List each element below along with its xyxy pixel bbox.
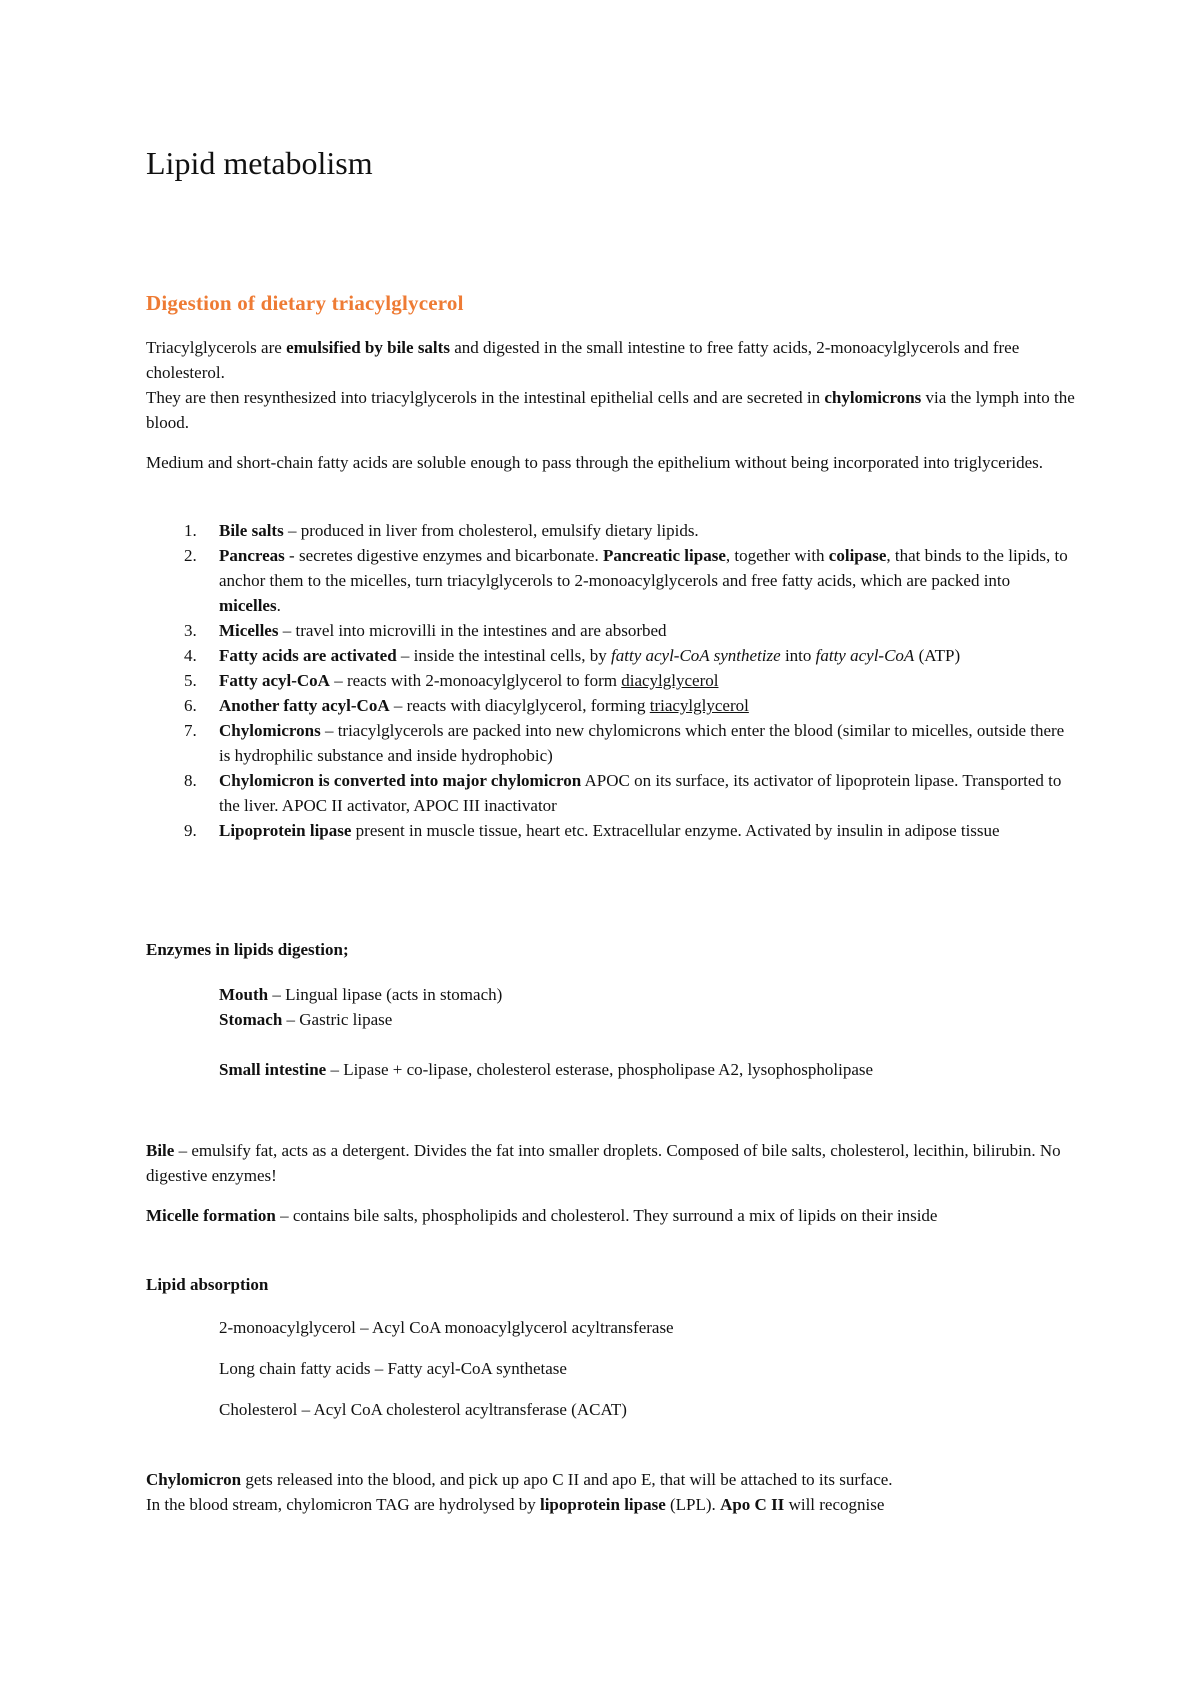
chylomicron-paragraph: Chylomicron gets released into the blood, and pick up apo C II and apo E, that will be attached to its surface. In the blood stream, chylomicron TAG are hydrolysed by lipoprotein lipase (LPL). Apo C II will recognise — [146, 1470, 893, 1514]
list-item-text: Fatty acids are activated – inside the intestinal cells, by fatty acyl-CoA synthetize into fatty acyl-CoA (ATP) — [219, 646, 961, 665]
micelle-paragraph: Micelle formation – contains bile salts, phospholipids and cholesterol. They surround a mix of lipids on their inside — [146, 1206, 938, 1225]
absorption-item: Cholesterol – Acyl CoA cholesterol acyltransferase (ACAT) — [219, 1400, 627, 1419]
text-run: Micelle formation — [146, 1206, 276, 1225]
list-item-text: Micelles – travel into microvilli in the intestines and are absorbed — [219, 621, 667, 640]
text-run: Pancreas — [219, 546, 285, 565]
text-run: Apo C II — [720, 1495, 785, 1514]
text-run: Chylomicron — [146, 1470, 242, 1489]
page-title: Lipid metabolism — [146, 145, 373, 181]
list-item — [146, 618, 1076, 643]
text-run: chylomicrons — [824, 388, 922, 407]
list-item-text: Another fatty acyl-CoA – reacts with diacylglycerol, forming triacylglycerol — [219, 696, 749, 715]
text-run: Bile salts — [219, 521, 284, 540]
list-item-text: Chylomicron is converted into major chylomicron APOC on its surface, its activator of lipoprotein lipase. Transported to the liver. APOC II activator, APOC III inactivator — [219, 771, 1062, 815]
bile-paragraph: Bile – emulsify fat, acts as a detergent. Divides the fat into smaller droplets. Composed of bile salts, cholesterol, lecithin, bilirubin. No digestive enzymes! — [146, 1141, 1061, 1185]
text-run: Fatty acids are activated — [219, 646, 397, 665]
list-item-text: Fatty acyl-CoA – reacts with 2-monoacylglycerol to form diacylglycerol — [219, 671, 719, 690]
text-run: colipase — [828, 546, 887, 565]
text-run: fatty acyl-CoA synthetize — [611, 646, 781, 665]
list-item-text: Chylomicrons – triacylglycerols are packed into new chylomicrons which enter the blood (similar to micelles, outside there is hydrophilic substance and inside hydrophobic) — [219, 721, 1065, 765]
list-item — [146, 518, 1076, 543]
text-run: Pancreatic lipase — [602, 546, 726, 565]
text-run: diacylglycerol — [621, 671, 719, 690]
digestion-steps-list — [146, 518, 1076, 843]
list-number: 3. — [184, 621, 197, 640]
list-item — [146, 668, 1076, 693]
list-item-text: Pancreas - secretes digestive enzymes and bicarbonate. Pancreatic lipase, together with colipase, that binds to the lipids, to anchor them to the micelles, turn triacylglycerols to 2-monoacylglycerols and free fatty acids, which are packed into micelles. — [219, 546, 1068, 615]
list-item — [146, 768, 1076, 818]
text-run: Chylomicrons — [219, 721, 321, 740]
list-item — [146, 543, 1076, 618]
text-run: micelles — [219, 596, 277, 615]
absorption-item: 2-monoacylglycerol – Acyl CoA monoacylglycerol acyltransferase — [219, 1318, 674, 1337]
list-item-text: Bile salts – produced in liver from cholesterol, emulsify dietary lipids. — [219, 521, 699, 540]
text-run: Micelles — [219, 621, 279, 640]
text-run: Bile — [146, 1141, 175, 1160]
text-run: Stomach — [219, 1010, 283, 1029]
list-number: 8. — [184, 771, 197, 790]
list-number: 6. — [184, 696, 197, 715]
text-run: Another fatty acyl-CoA — [219, 696, 390, 715]
text-run: Fatty acyl-CoA — [219, 671, 330, 690]
text-run: Lipoprotein lipase — [219, 821, 352, 840]
text-run: emulsified by bile salts — [286, 338, 450, 357]
list-item — [146, 693, 1076, 718]
enzyme-mouth: Mouth – Lingual lipase (acts in stomach) — [219, 985, 503, 1004]
text-run: Mouth — [219, 985, 269, 1004]
intro-paragraph-1: Triacylglycerols are emulsified by bile salts and digested in the small intestine to free fatty acids, 2-monoacylglycerols and free cholesterol. They are then resynthesized into triacylglycerols in the intestinal epithelial cells and are secreted in chylomicrons via the lymph into the blood. — [146, 338, 1075, 432]
text-run: Small intestine — [219, 1060, 327, 1079]
section-heading: Digestion of dietary triacylglycerol — [146, 291, 464, 315]
enzyme-stomach: Stomach – Gastric lipase — [219, 1010, 393, 1029]
enzymes-heading: Enzymes in lipids digestion; — [146, 940, 349, 959]
list-number: 5. — [184, 671, 197, 690]
list-number: 7. — [184, 721, 197, 740]
list-item-text: Lipoprotein lipase present in muscle tissue, heart etc. Extracellular enzyme. Activated by insulin in adipose tissue — [219, 821, 1000, 840]
text-run: Chylomicron is converted into major chylomicron — [219, 771, 582, 790]
enzyme-small-intestine: Small intestine – Lipase + co-lipase, cholesterol esterase, phospholipase A2, lysophospholipase — [219, 1060, 874, 1079]
list-number: 4. — [184, 646, 197, 665]
list-number: 2. — [184, 546, 197, 565]
text-run: fatty acyl-CoA — [815, 646, 915, 665]
list-number: 1. — [184, 521, 197, 540]
text-run: lipoprotein lipase — [539, 1495, 666, 1514]
list-number: 9. — [184, 821, 197, 840]
absorption-item: Long chain fatty acids – Fatty acyl-CoA synthetase — [219, 1359, 567, 1378]
list-item — [146, 718, 1076, 768]
text-run: triacylglycerol — [649, 696, 749, 715]
absorption-heading: Lipid absorption — [146, 1275, 269, 1294]
list-item — [146, 818, 1076, 843]
list-item — [146, 643, 1076, 668]
intro-paragraph-2: Medium and short-chain fatty acids are soluble enough to pass through the epithelium without being incorporated into triglycerides. — [146, 453, 1044, 472]
